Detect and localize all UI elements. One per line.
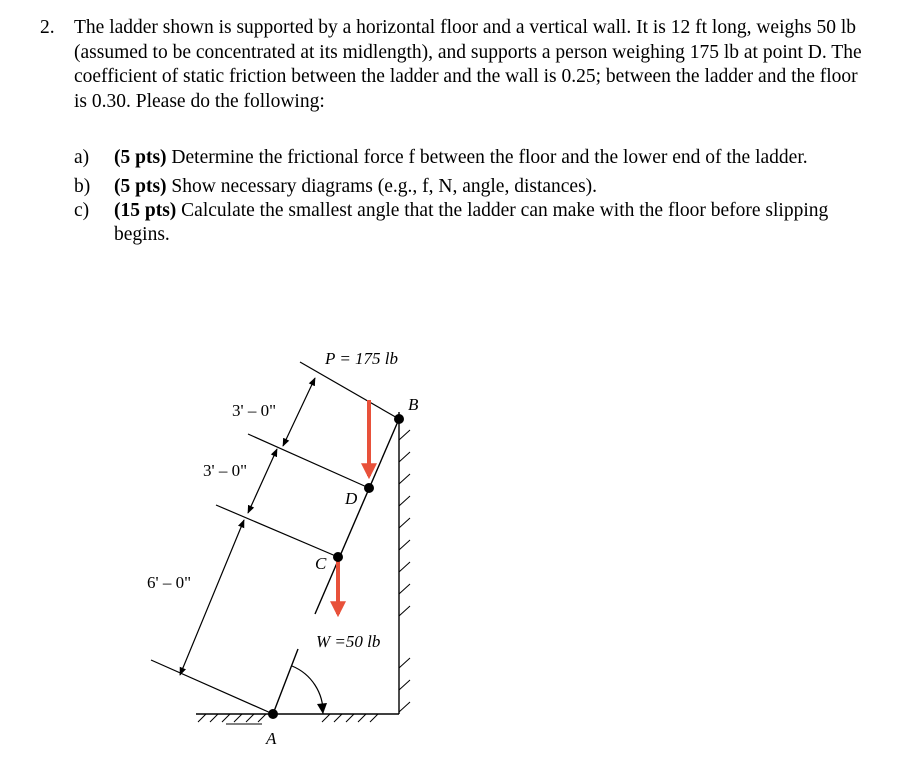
part-text: Determine the frictional force f between the floor and the lower end of the ladder. [166,147,808,168]
dim-top-label: 3' – 0" [232,401,277,420]
point-b-dot [394,414,404,424]
dimension-lines [180,378,315,675]
point-a-dot [268,709,278,719]
point-c-label: C [315,554,327,573]
part-text: Show necessary diagrams (e.g., f, N, angle, distances). [166,176,598,197]
part-label: c) [74,200,90,221]
part-label: b) [74,176,91,197]
point-d-label: D [345,489,358,508]
load-p-label: P = 175 lb [325,349,399,368]
part-points: (15 pts) [114,200,177,221]
part-points: (5 pts) [114,176,167,197]
floor [196,714,399,724]
angle-arc [292,666,327,714]
problem-statement: The ladder shown is supported by a horizontal floor and a vertical wall. It is 12 ft long, weighs 50 lb (assumed to be concentrated at its midlength), and supports a person weighing 175 lb at point D. The coefficient of static friction between the ladder and the wall is 0.25; between the ladder and the floor is 0.30. Please do the following: [74,17,862,112]
point-d-dot [364,483,374,493]
load-w-label: W =50 lb [316,632,381,651]
point-c-dot [333,552,343,562]
point-b-label: B [408,395,419,414]
part-points: (5 pts) [114,147,167,168]
dim-bottom-label: 6' – 0" [147,573,192,592]
problem-number: 2. [40,17,55,38]
part-label: a) [74,147,90,168]
dim-mid-label: 3' – 0" [203,461,248,480]
wall [399,412,410,714]
point-a-label: A [266,729,277,748]
part-text: Calculate the smallest angle that the ladder can make with the floor before slipping begins. [114,200,829,245]
